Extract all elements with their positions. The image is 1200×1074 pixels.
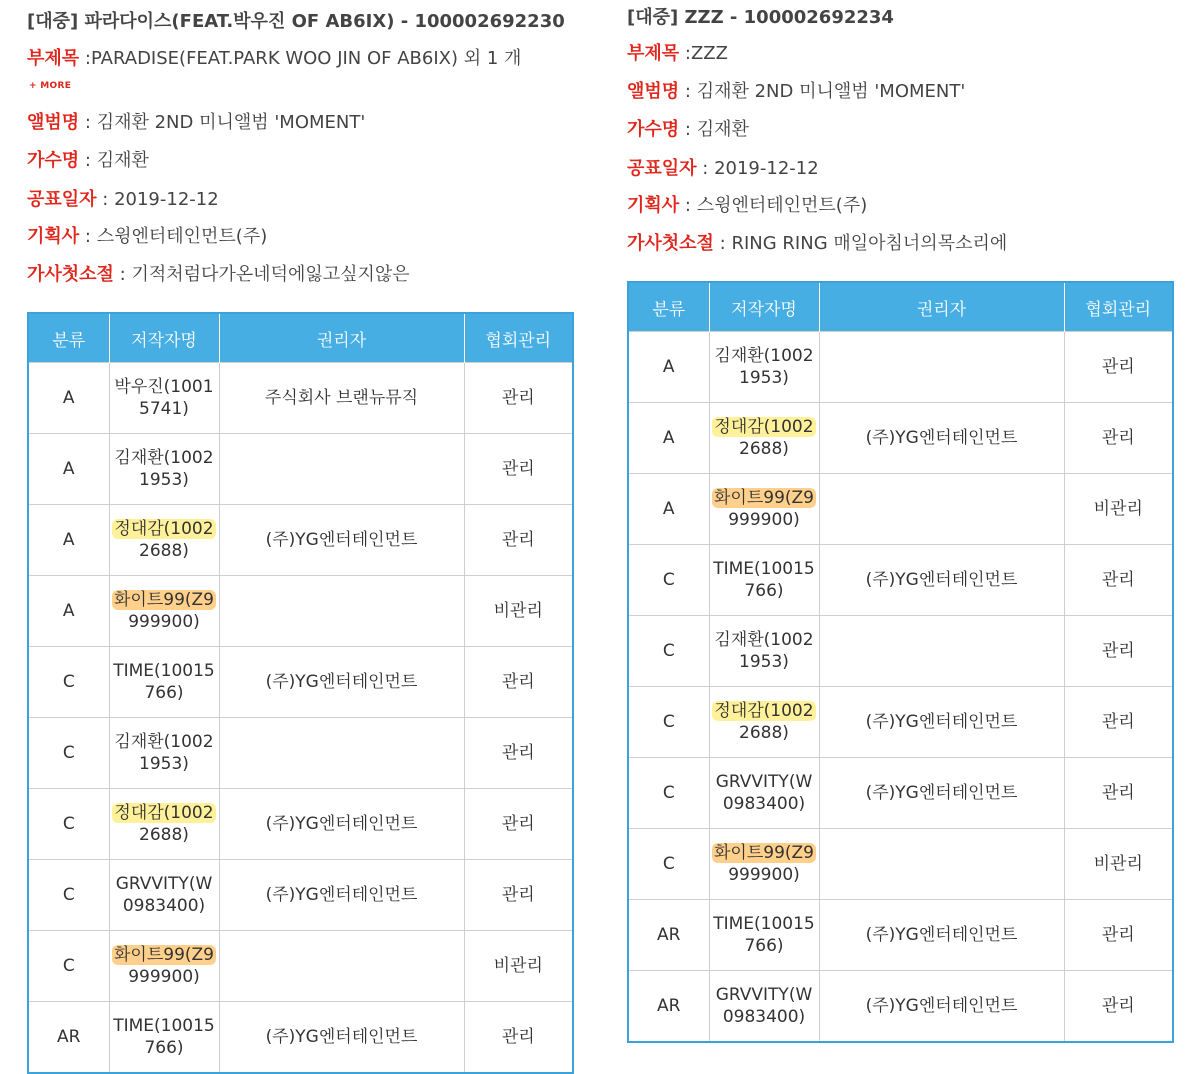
author-line: 김재환(1002: [714, 346, 814, 366]
info-value: 김재환: [96, 150, 149, 171]
cell-type: A: [628, 332, 709, 403]
table-row: [628, 971, 1173, 1043]
cell-managed: 관리: [464, 363, 573, 434]
cell-holder: [819, 616, 1064, 687]
cell-type: C: [628, 829, 709, 900]
cell-type: A: [28, 363, 109, 434]
author-line: GRVVITY(W: [715, 772, 813, 792]
table-row: [628, 616, 1173, 687]
cell-type: C: [28, 718, 109, 789]
header-holder: 권리자: [219, 313, 464, 363]
cell-author: [709, 687, 819, 758]
author-line: 999900): [728, 865, 800, 885]
cell-type: C: [628, 545, 709, 616]
cell-managed: 관리: [1064, 971, 1173, 1043]
author-line: 화이트99(Z9: [114, 945, 214, 965]
info-label: 가사첫소절: [627, 233, 714, 254]
info-label: 앨범명: [27, 112, 80, 133]
info-label: 가수명: [27, 150, 80, 171]
cell-author: [709, 332, 819, 403]
cell-managed: 비관리: [1064, 829, 1173, 900]
cell-holder: (주)YG엔터테인먼트: [819, 971, 1064, 1043]
info-album: 앨범명 : 김재환 2ND 미니앨범 'MOMENT': [27, 112, 366, 133]
author-line: 2688): [739, 439, 789, 459]
cell-author: [709, 900, 819, 971]
table-row: [628, 758, 1173, 829]
rights-rows: [28, 363, 573, 1074]
cell-author: [709, 403, 819, 474]
cell-holder: (주)YG엔터테인먼트: [219, 505, 464, 576]
rights-table: [627, 281, 1174, 1043]
cell-holder: (주)YG엔터테인먼트: [219, 647, 464, 718]
table-row: [628, 687, 1173, 758]
cell-type: C: [28, 860, 109, 931]
author-line: TIME(10015: [113, 661, 215, 681]
author-line: TIME(10015: [713, 914, 815, 934]
author-line: 766): [144, 683, 184, 703]
author-line: 2688): [139, 541, 189, 561]
cell-managed: 관리: [464, 718, 573, 789]
author-line: 1953): [139, 754, 189, 774]
author-line: 화이트99(Z9: [714, 843, 814, 863]
info-release-date: 공표일자 : 2019-12-12: [627, 158, 819, 179]
cell-holder: (주)YG엔터테인먼트: [819, 545, 1064, 616]
cell-type: AR: [628, 971, 709, 1043]
song-title: [대중] 파라다이스(FEAT.박우진 OF AB6IX) - 100002692230: [27, 11, 565, 32]
song-title: [대중] ZZZ - 100002692234: [627, 7, 894, 28]
info-first-lyric: 가사첫소절 : 기적처럼다가온네덕에잃고싶지않은: [27, 264, 410, 285]
cell-type: C: [28, 931, 109, 1002]
cell-author: [709, 545, 819, 616]
author-line: 0983400): [122, 896, 206, 916]
cell-managed: 관리: [464, 789, 573, 860]
table-row: [28, 647, 573, 718]
info-value: 김재환 2ND 미니앨범 'MOMENT': [96, 112, 366, 133]
table-header: [628, 282, 1173, 332]
cell-holder: (주)YG엔터테인먼트: [819, 758, 1064, 829]
info-value: 2019-12-12: [714, 158, 819, 179]
more-link[interactable]: + MORE: [29, 81, 72, 91]
cell-holder: [219, 434, 464, 505]
header-type: 분류: [628, 282, 709, 332]
author-line: 766): [744, 581, 784, 601]
info-first-lyric: 가사첫소절 : RING RING 매일아침너의목소리에: [627, 233, 1008, 254]
cell-type: C: [628, 758, 709, 829]
cell-holder: (주)YG엔터테인먼트: [819, 403, 1064, 474]
cell-author: [709, 971, 819, 1043]
table-row: [28, 363, 573, 434]
author-line: 김재환(1002: [114, 448, 214, 468]
cell-author: [709, 829, 819, 900]
info-label: 공표일자: [27, 189, 97, 210]
table-row: [28, 789, 573, 860]
author-line: 999900): [728, 510, 800, 530]
cell-type: A: [28, 434, 109, 505]
cell-author: [109, 505, 219, 576]
author-line: TIME(10015: [113, 1016, 215, 1036]
author-line: 5741): [139, 399, 189, 419]
rights-table: [27, 312, 574, 1074]
cell-managed: 관리: [464, 505, 573, 576]
author-line: 1953): [739, 368, 789, 388]
cell-holder: [819, 474, 1064, 545]
cell-managed: 관리: [1064, 403, 1173, 474]
cell-managed: 비관리: [464, 931, 573, 1002]
table-row: [28, 1002, 573, 1074]
table-row: [628, 829, 1173, 900]
info-album: 앨범명 : 김재환 2ND 미니앨범 'MOMENT': [627, 81, 966, 102]
cell-holder: (주)YG엔터테인먼트: [219, 860, 464, 931]
info-subtitle: 부제목 :PARADISE(FEAT.PARK WOO JIN OF AB6IX) 외 1 개: [27, 48, 522, 69]
cell-managed: 비관리: [1064, 474, 1173, 545]
info-value: 김재환 2ND 미니앨범 'MOMENT': [696, 81, 966, 102]
author-line: 999900): [128, 967, 200, 987]
header-holder: 권리자: [819, 282, 1064, 332]
cell-type: AR: [28, 1002, 109, 1074]
header-author: 저작자명: [109, 313, 219, 363]
info-value: 2019-12-12: [114, 189, 219, 210]
author-line: 1953): [139, 470, 189, 490]
cell-author: [109, 718, 219, 789]
cell-holder: [219, 576, 464, 647]
info-agency: 기획사 : 스윙엔터테인먼트(주): [27, 226, 268, 247]
cell-author: [109, 363, 219, 434]
cell-holder: [219, 931, 464, 1002]
info-value: PARADISE(FEAT.PARK WOO JIN OF AB6IX) 외 1 개: [90, 48, 522, 69]
header-author: 저작자명: [709, 282, 819, 332]
info-label: 기획사: [27, 226, 80, 247]
author-line: GRVVITY(W: [715, 985, 813, 1005]
cell-holder: (주)YG엔터테인먼트: [219, 1002, 464, 1074]
author-line: 김재환(1002: [714, 630, 814, 650]
header-managed: 협회관리: [1064, 282, 1173, 332]
info-value: ZZZ: [690, 43, 728, 64]
author-line: 화이트99(Z9: [714, 488, 814, 508]
cell-type: A: [628, 474, 709, 545]
table-row: [628, 332, 1173, 403]
header-type: 분류: [28, 313, 109, 363]
info-label: 공표일자: [627, 158, 697, 179]
author-line: TIME(10015: [713, 559, 815, 579]
cell-author: [109, 931, 219, 1002]
info-artist: 가수명 : 김재환: [27, 150, 149, 171]
info-agency: 기획사 : 스윙엔터테인먼트(주): [627, 195, 868, 216]
author-line: GRVVITY(W: [115, 874, 213, 894]
cell-managed: 관리: [1064, 687, 1173, 758]
author-line: 766): [744, 936, 784, 956]
cell-author: [109, 647, 219, 718]
cell-managed: 관리: [1064, 900, 1173, 971]
cell-managed: 관리: [464, 1002, 573, 1074]
author-line: 2688): [739, 723, 789, 743]
cell-managed: 관리: [1064, 545, 1173, 616]
cell-managed: 비관리: [464, 576, 573, 647]
info-label: 기획사: [627, 195, 680, 216]
author-line: 1953): [739, 652, 789, 672]
cell-type: C: [28, 789, 109, 860]
cell-author: [109, 576, 219, 647]
author-line: 정대감(1002: [114, 803, 214, 823]
author-line: 766): [144, 1038, 184, 1058]
info-value: 기적처럼다가온네덕에잃고싶지않은: [131, 264, 410, 285]
cell-holder: [219, 718, 464, 789]
cell-type: AR: [628, 900, 709, 971]
cell-holder: (주)YG엔터테인먼트: [219, 789, 464, 860]
cell-managed: 관리: [464, 860, 573, 931]
info-artist: 가수명 : 김재환: [627, 119, 749, 140]
table-row: [28, 576, 573, 647]
info-value: 김재환: [696, 119, 749, 140]
table-row: [628, 545, 1173, 616]
cell-managed: 관리: [464, 647, 573, 718]
table-row: [28, 505, 573, 576]
cell-holder: (주)YG엔터테인먼트: [819, 900, 1064, 971]
cell-type: C: [628, 616, 709, 687]
rights-rows: [628, 332, 1173, 1043]
cell-holder: (주)YG엔터테인먼트: [819, 687, 1064, 758]
author-line: 김재환(1002: [114, 732, 214, 752]
cell-holder: 주식회사 브랜뉴뮤직: [219, 363, 464, 434]
author-line: 화이트99(Z9: [114, 590, 214, 610]
cell-managed: 관리: [1064, 758, 1173, 829]
author-line: 정대감(1002: [714, 417, 814, 437]
cell-type: C: [28, 647, 109, 718]
author-line: 999900): [128, 612, 200, 632]
header-managed: 협회관리: [464, 313, 573, 363]
author-line: 정대감(1002: [114, 519, 214, 539]
info-value: 스윙엔터테인먼트(주): [696, 195, 868, 216]
cell-type: A: [28, 576, 109, 647]
info-label: 부제목: [627, 43, 680, 64]
cell-author: [109, 1002, 219, 1074]
info-release-date: 공표일자 : 2019-12-12: [27, 189, 219, 210]
cell-managed: 관리: [464, 434, 573, 505]
cell-type: A: [628, 403, 709, 474]
info-value: 스윙엔터테인먼트(주): [96, 226, 268, 247]
info-label: 부제목: [27, 48, 80, 69]
table-header: [28, 313, 573, 363]
author-line: 박우진(1001: [114, 377, 214, 397]
table-row: [628, 900, 1173, 971]
cell-holder: [819, 332, 1064, 403]
cell-author: [109, 860, 219, 931]
info-label: 앨범명: [627, 81, 680, 102]
info-subtitle: 부제목 :ZZZ: [627, 43, 728, 64]
cell-author: [109, 434, 219, 505]
info-label: 가사첫소절: [27, 264, 114, 285]
cell-author: [109, 789, 219, 860]
cell-type: C: [628, 687, 709, 758]
table-row: [628, 474, 1173, 545]
cell-holder: [819, 829, 1064, 900]
table-row: [28, 434, 573, 505]
table-row: [28, 718, 573, 789]
info-value: RING RING 매일아침너의목소리에: [731, 233, 1008, 254]
cell-author: [709, 616, 819, 687]
table-row: [28, 931, 573, 1002]
cell-author: [709, 474, 819, 545]
cell-managed: 관리: [1064, 332, 1173, 403]
author-line: 0983400): [722, 794, 806, 814]
author-line: 정대감(1002: [714, 701, 814, 721]
info-label: 가수명: [627, 119, 680, 140]
cell-type: A: [28, 505, 109, 576]
cell-managed: 관리: [1064, 616, 1173, 687]
author-line: 0983400): [722, 1007, 806, 1027]
table-row: [28, 860, 573, 931]
cell-author: [709, 758, 819, 829]
table-row: [628, 403, 1173, 474]
author-line: 2688): [139, 825, 189, 845]
